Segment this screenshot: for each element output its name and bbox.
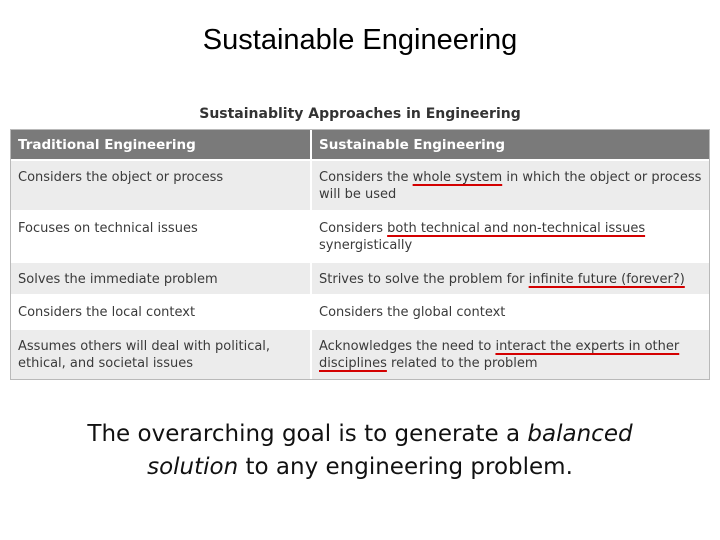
cell-text: Considers bbox=[319, 221, 388, 236]
sustainable-cell bbox=[311, 211, 709, 262]
slide-title: Sustainable Engineering bbox=[202, 24, 518, 56]
table-row bbox=[11, 262, 709, 295]
goal-text: to any engineering problem. bbox=[238, 454, 573, 480]
table-header-row bbox=[11, 130, 709, 160]
table-caption: Sustainablity Approaches in Engineering bbox=[199, 106, 521, 122]
traditional-cell: Considers the local context bbox=[11, 295, 311, 329]
header-sustainable: Sustainable Engineering bbox=[311, 130, 709, 160]
table-row bbox=[11, 211, 709, 262]
table-row bbox=[11, 295, 709, 329]
traditional-cell: Assumes others will deal with political, ethical, and societal issues bbox=[11, 329, 311, 379]
cell-text: Considers the bbox=[319, 170, 413, 185]
cell-text: Strives to solve the problem for bbox=[319, 272, 529, 287]
cell-text: synergistically bbox=[319, 238, 413, 253]
table-row bbox=[11, 160, 709, 211]
cell-text: in which the object or process will be used bbox=[319, 170, 702, 202]
traditional-cell: Focuses on technical issues bbox=[11, 211, 311, 262]
cell-text: Acknowledges the need to bbox=[319, 339, 496, 354]
highlighted-phrase: whole system bbox=[412, 170, 503, 185]
goal-emphasis: balanced solution bbox=[147, 421, 633, 480]
sustainable-cell bbox=[311, 295, 709, 329]
cell-text: related to the problem bbox=[386, 356, 538, 371]
comparison-table bbox=[10, 129, 710, 380]
table-row bbox=[11, 329, 709, 379]
traditional-cell: Considers the object or process bbox=[11, 160, 311, 211]
highlighted-phrase: interact the experts in other disciplines bbox=[319, 339, 680, 371]
traditional-cell: Solves the immediate problem bbox=[11, 262, 311, 295]
goal-text: The overarching goal is to generate a bbox=[87, 421, 528, 447]
sustainable-cell bbox=[311, 160, 709, 211]
highlighted-phrase: infinite future (forever?) bbox=[528, 272, 685, 287]
header-traditional: Traditional Engineering bbox=[11, 130, 311, 160]
cell-text: Considers the global context bbox=[319, 305, 506, 320]
highlighted-phrase: both technical and non-technical issues bbox=[387, 221, 646, 236]
sustainable-cell bbox=[311, 262, 709, 295]
sustainable-cell bbox=[311, 329, 709, 379]
goal-statement bbox=[40, 418, 680, 484]
